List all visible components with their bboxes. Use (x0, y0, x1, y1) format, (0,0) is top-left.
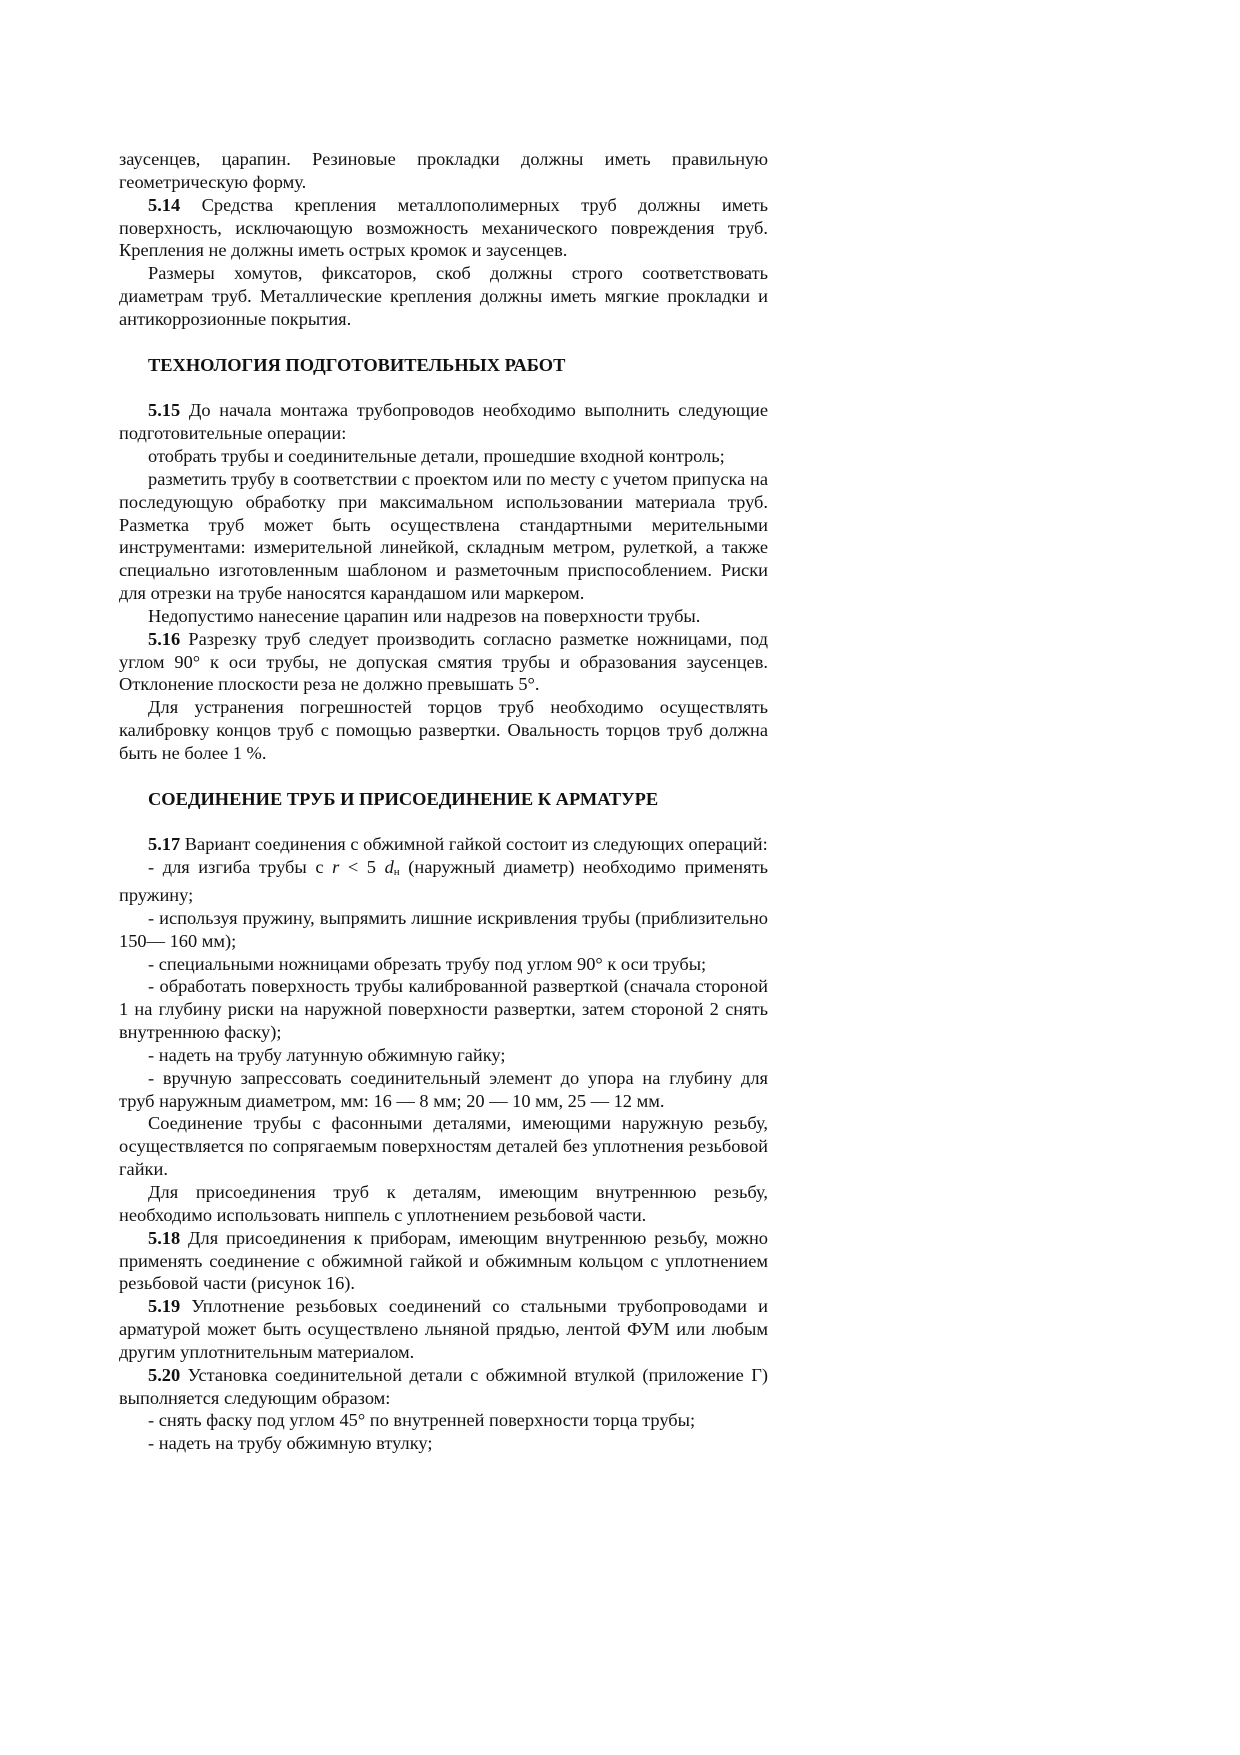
clause-number: 5.16 (148, 628, 181, 649)
clause-5-18 (119, 1227, 768, 1296)
paragraph-select: отобрать трубы и соединительные детали, прошедшие входной контроль; (148, 445, 725, 466)
clause-5-17 (119, 833, 768, 856)
list-item-nut: - надеть на трубу латунную обжимную гайку; (148, 1044, 506, 1065)
list-item-chamfer: - снять фаску под углом 45° по внутренней поверхности торца трубы; (148, 1410, 696, 1431)
clause-text: Средства крепления металлополимерных труб должны иметь поверхность, исключающую возможность механического повреждения труб. Крепления не должны иметь острых кромок и заусенцев. (119, 194, 768, 261)
list-item-cut: - специальными ножницами обрезать трубу под углом 90° к оси трубы; (148, 953, 707, 974)
list-item-bend: - для изгиба трубы с r < 5 dн (наружный диаметр) необходимо применять пружину; (119, 857, 768, 905)
clause-text: Для присоединения к приборам, имеющим внутреннюю резьбу, можно применять соединение с обжимной гайкой и обжимным кольцом с уплотнением резьбовой части (рисунок 16). (119, 1227, 768, 1294)
paragraph-marking: разметить трубу в соответствии с проектом или по месту с учетом припуска на последующую обработку при максимальном использовании материала труб. Разметка труб может быть осуществлена стандартными мерительными инструментами: измерительной линейкой, складным метром, рулеткой, а также специально изготовленным шаблоном и разметочным приспособлением. Риски для отрезки на трубе наносятся карандашом или маркером. (119, 468, 768, 604)
paragraph-forbidden: Недопустимо нанесение царапин или надрезов на поверхности трубы. (148, 605, 701, 626)
clause-number: 5.18 (148, 1227, 181, 1248)
clause-5-16 (119, 628, 768, 697)
clause-5-15 (119, 399, 768, 445)
section-heading-connection: СОЕДИНЕНИЕ ТРУБ И ПРИСОЕДИНЕНИЕ К АРМАТУРЕ (148, 788, 659, 809)
clause-5-19 (119, 1295, 768, 1364)
paragraph-inner-thread: Для присоединения труб к деталям, имеющим внутреннюю резьбу, необходимо использовать ниппель с уплотнением резьбовой части. (119, 1181, 768, 1225)
list-item-ream: - обработать поверхность трубы калиброванной разверткой (сначала стороной 1 на глубину риски на наружной поверхности развертки, затем стороной 2 снять внутреннюю фаску); (119, 976, 768, 1043)
list-item-press: - вручную запрессовать соединительный элемент до упора на глубину для труб наружным диаметром, мм: 16 — 8 мм; 20 — 10 мм, 25 — 12 мм. (119, 1067, 768, 1111)
paragraph-sizes: Размеры хомутов, фиксаторов, скоб должны строго соответствовать диаметрам труб. Металлические крепления должны иметь мягкие прокладки и антикоррозионные покрытия. (119, 263, 768, 329)
clause-number: 5.17 (148, 834, 181, 855)
document-page (119, 148, 768, 1455)
paragraph-continuation: заусенцев, царапин. Резиновые прокладки должны иметь правильную геометрическую форму. (119, 149, 768, 192)
clause-text: Установка соединительной детали с обжимной втулкой (приложение Г) выполняется следующим образом: (119, 1364, 768, 1408)
section-heading-preparation: ТЕХНОЛОГИЯ ПОДГОТОВИТЕЛЬНЫХ РАБОТ (148, 354, 566, 375)
clause-5-14 (119, 194, 768, 263)
clause-text: Вариант соединения с обжимной гайкой состоит из следующих операций: (180, 834, 768, 855)
clause-number: 5.14 (148, 194, 181, 215)
paragraph-outer-thread: Соединение трубы с фасонными деталями, имеющими наружную резьбу, осуществляется по сопрягаемым поверхностям деталей без уплотнения резьбовой гайки. (119, 1113, 768, 1180)
clause-5-20 (119, 1364, 768, 1410)
clause-text: Разрезку труб следует производить согласно разметке ножницами, под углом 90° к оси трубы, не допуская смятия трубы и образования заусенцев. Отклонение плоскости реза не должно превышать 5°. (119, 628, 768, 695)
clause-text: До начала монтажа трубопроводов необходимо выполнить следующие подготовительные операции: (119, 400, 768, 444)
list-item-straighten: - используя пружину, выпрямить лишние искривления трубы (приблизительно 150— 160 мм); (119, 907, 768, 951)
clause-number: 5.20 (148, 1364, 181, 1385)
clause-text: Уплотнение резьбовых соединений со стальными трубопроводами и арматурой может быть осуществлено льняной прядью, лентой ФУМ или любым другим уплотнительным материалом. (119, 1296, 768, 1362)
list-item-sleeve: - надеть на трубу обжимную втулку; (148, 1433, 433, 1454)
clause-number: 5.15 (148, 400, 181, 421)
clause-number: 5.19 (148, 1296, 181, 1317)
paragraph-calibration: Для устранения погрешностей торцов труб необходимо осуществлять калибровку концов труб с помощью развертки. Овальность торцов труб должна быть не более 1 %. (119, 697, 768, 763)
